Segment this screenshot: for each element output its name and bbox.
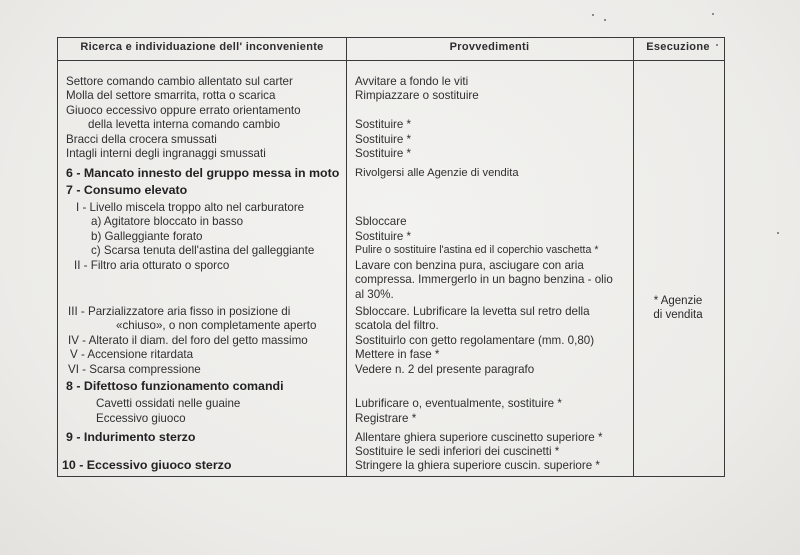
header-execution: Esecuzione: [646, 41, 710, 53]
cause-text: IV - Alterato il diam. del foro del getto massimo: [68, 334, 308, 347]
paper-speck: [592, 14, 594, 16]
header-divider: [58, 60, 724, 61]
section-heading: 7 - Consumo elevato: [66, 183, 188, 197]
remedy-text: Sbloccare. Lubrificare la levetta sul retro della: [355, 305, 590, 318]
section-heading: 9 - Indurimento sterzo: [66, 430, 196, 444]
section-heading: 8 - Difettoso funzionamento comandi: [66, 379, 284, 393]
remedy-text: Sostituire *: [355, 147, 412, 160]
remedy-text: Rimpiazzare o sostituire: [355, 89, 479, 102]
section-heading: 10 - Eccessivo giuoco sterzo: [62, 458, 232, 472]
cause-text: c) Scarsa tenuta dell'astina del galleggiante: [91, 244, 315, 257]
cause-text: Cavetti ossidati nelle guaine: [96, 397, 241, 410]
paper-speck: [777, 232, 779, 234]
execution-line: * Agenzie: [653, 295, 703, 307]
remedy-text: Vedere n. 2 del presente paragrafo: [355, 363, 535, 376]
remedy-text: Lavare con benzina pura, asciugare con aria: [355, 259, 584, 272]
header-cause: Ricerca e individuazione dell' inconveniente: [80, 41, 324, 53]
remedy-text: Lubrificare o, eventualmente, sostituire *: [355, 397, 562, 410]
cause-text: «chiuso», o non completamente aperto: [116, 319, 317, 332]
column-divider: [633, 38, 634, 476]
remedy-text: Rivolgersi alle Agenzie di vendita: [355, 167, 519, 179]
section-heading: 6 - Mancato innesto del gruppo messa in moto: [66, 166, 340, 180]
cause-text: b) Galleggiante forato: [91, 230, 203, 243]
remedy-text: Avvitare a fondo le viti: [355, 75, 469, 88]
remedy-text: Allentare ghiera superiore cuscinetto superiore *: [355, 431, 603, 444]
remedy-text: Sostituire *: [355, 118, 412, 131]
remedy-text: Registrare *: [355, 412, 417, 425]
remedy-text: Sostituirlo con getto regolamentare (mm. 0,80): [355, 334, 595, 347]
troubleshooting-table: [57, 37, 725, 477]
remedy-text: scatola del filtro.: [355, 319, 439, 332]
cause-text: III - Parzializzatore aria fisso in posizione di: [68, 305, 291, 318]
cause-text: Molla del settore smarrita, rotta o scarica: [66, 89, 276, 102]
remedy-text: Pulire o sostituire l'astina ed il coperchio vaschetta *: [355, 244, 599, 256]
cause-text: I - Livello miscela troppo alto nel carburatore: [76, 201, 305, 214]
remedy-text: Sostituire *: [355, 133, 412, 146]
cause-text: V - Accensione ritardata: [70, 348, 194, 361]
paper-speck: [604, 19, 606, 21]
cause-text: VI - Scarsa compressione: [68, 363, 201, 376]
remedy-text: Stringere la ghiera superiore cuscin. superiore *: [355, 459, 600, 472]
cause-text: della levetta interna comando cambio: [88, 118, 281, 131]
remedy-text: Mettere in fase *: [355, 348, 440, 361]
remedy-text: al 30%.: [355, 288, 394, 301]
remedy-text: Sbloccare: [355, 215, 407, 228]
remedy-text: compressa. Immergerlo in un bagno benzina - olio: [355, 273, 613, 286]
remedy-text: Sostituire *: [355, 230, 412, 243]
cause-text: II - Filtro aria otturato o sporco: [74, 259, 230, 272]
cause-text: Bracci della crocera smussati: [66, 133, 217, 146]
execution-line: di vendita: [653, 309, 703, 321]
remedy-text: Sostituire le sedi inferiori dei cuscinetti *: [355, 445, 560, 458]
cause-text: a) Agitatore bloccato in basso: [91, 215, 244, 228]
cause-text: Settore comando cambio allentato sul carter: [66, 75, 293, 88]
cause-text: Intagli interni degli ingranaggi smussati: [66, 147, 266, 160]
column-divider: [346, 38, 347, 476]
cause-text: Eccessivo giuoco: [96, 412, 186, 425]
paper-speck: [712, 13, 714, 15]
cause-text: Giuoco eccessivo oppure errato orientamento: [66, 104, 301, 117]
header-remedy: Provvedimenti: [449, 41, 530, 53]
